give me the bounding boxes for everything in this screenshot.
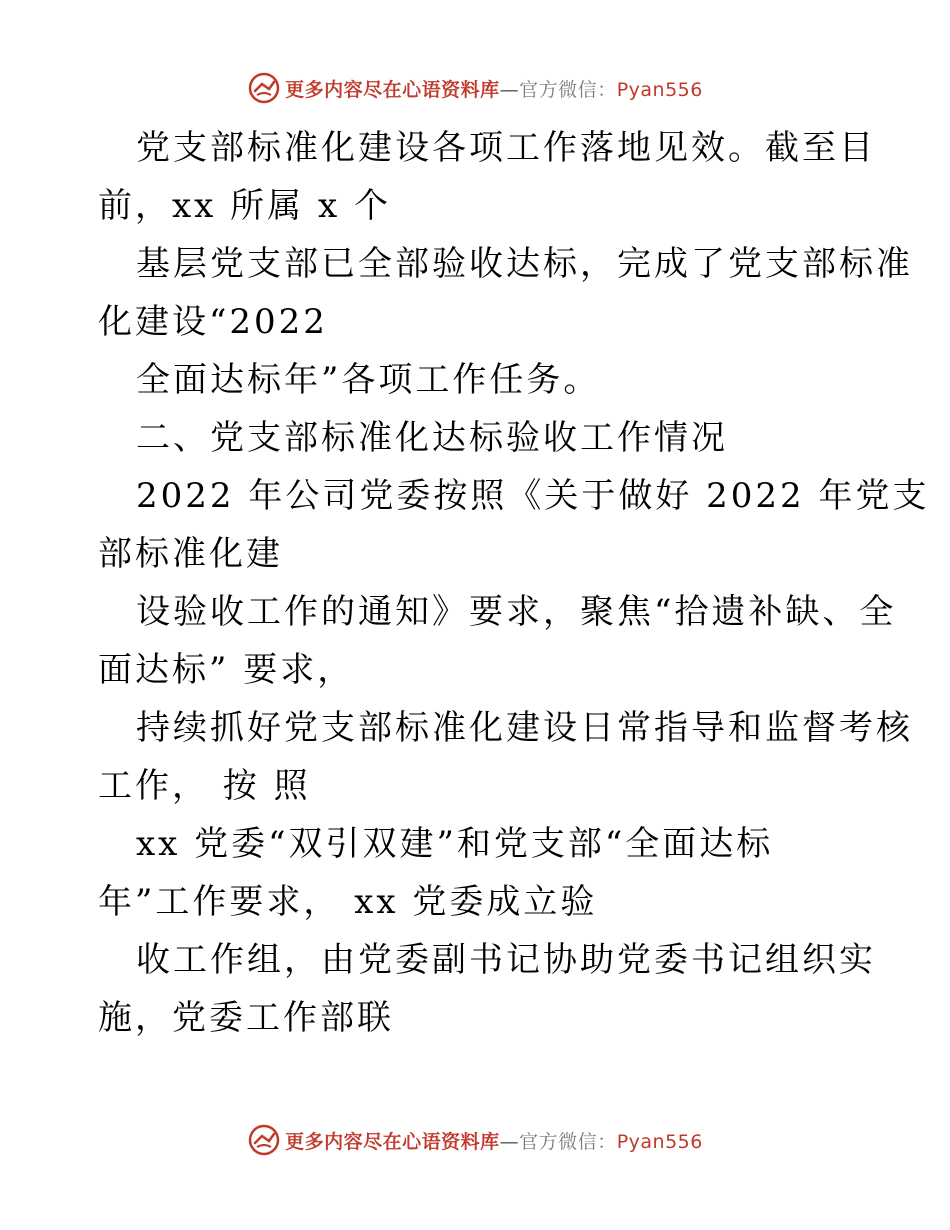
doc-line: 党支部标准化建设各项工作落地见效。截至目 <box>136 128 876 168</box>
doc-line: 收工作组，由党委副书记协助党委书记组织实 <box>136 940 876 980</box>
doc-line: 前，xx 所属 x 个 <box>98 186 391 226</box>
watermark-dash: — <box>499 78 520 101</box>
watermark-main-text: 更多内容尽在心语资料库 <box>285 78 500 101</box>
doc-line: 持续抓好党支部标准化建设日常指导和监督考核 <box>136 708 913 748</box>
watermark-text <box>285 75 703 102</box>
book-logo-icon <box>247 1123 281 1157</box>
doc-line: 施，党委工作部联 <box>98 998 394 1038</box>
doc-line: xx 党委“双引双建”和党支部“全面达标 <box>136 824 774 864</box>
header-watermark <box>0 68 950 108</box>
doc-line: 设验收工作的通知》要求，聚焦“拾遗补缺、全 <box>136 592 897 632</box>
watermark-wechat-id: Pyan556 <box>616 1130 703 1153</box>
watermark-official-label: 官方微信： <box>519 1130 617 1153</box>
watermark-main-text: 更多内容尽在心语资料库 <box>285 1130 500 1153</box>
watermark-official-label: 官方微信： <box>519 78 617 101</box>
section-heading: 二、党支部标准化达标验收工作情况 <box>136 418 728 458</box>
doc-line: 年”工作要求， xx 党委成立验 <box>98 882 598 922</box>
watermark-text <box>285 1127 703 1154</box>
watermark-wechat-id: Pyan556 <box>616 78 703 101</box>
watermark-dash: — <box>499 1130 520 1153</box>
doc-line: 基层党支部已全部验收达标，完成了党支部标准 <box>136 244 913 284</box>
book-logo-icon <box>247 71 281 105</box>
doc-line: 工作， 按 照 <box>98 766 311 806</box>
doc-line: 部标准化建 <box>98 534 283 574</box>
doc-line: 化建设“2022 <box>98 302 328 342</box>
footer-watermark <box>0 1120 950 1160</box>
doc-line: 2022 年公司党委按照《关于做好 2022 年党支 <box>136 476 930 516</box>
doc-line: 全面达标年”各项工作任务。 <box>136 360 601 400</box>
doc-line: 面达标” 要求， <box>98 650 355 690</box>
